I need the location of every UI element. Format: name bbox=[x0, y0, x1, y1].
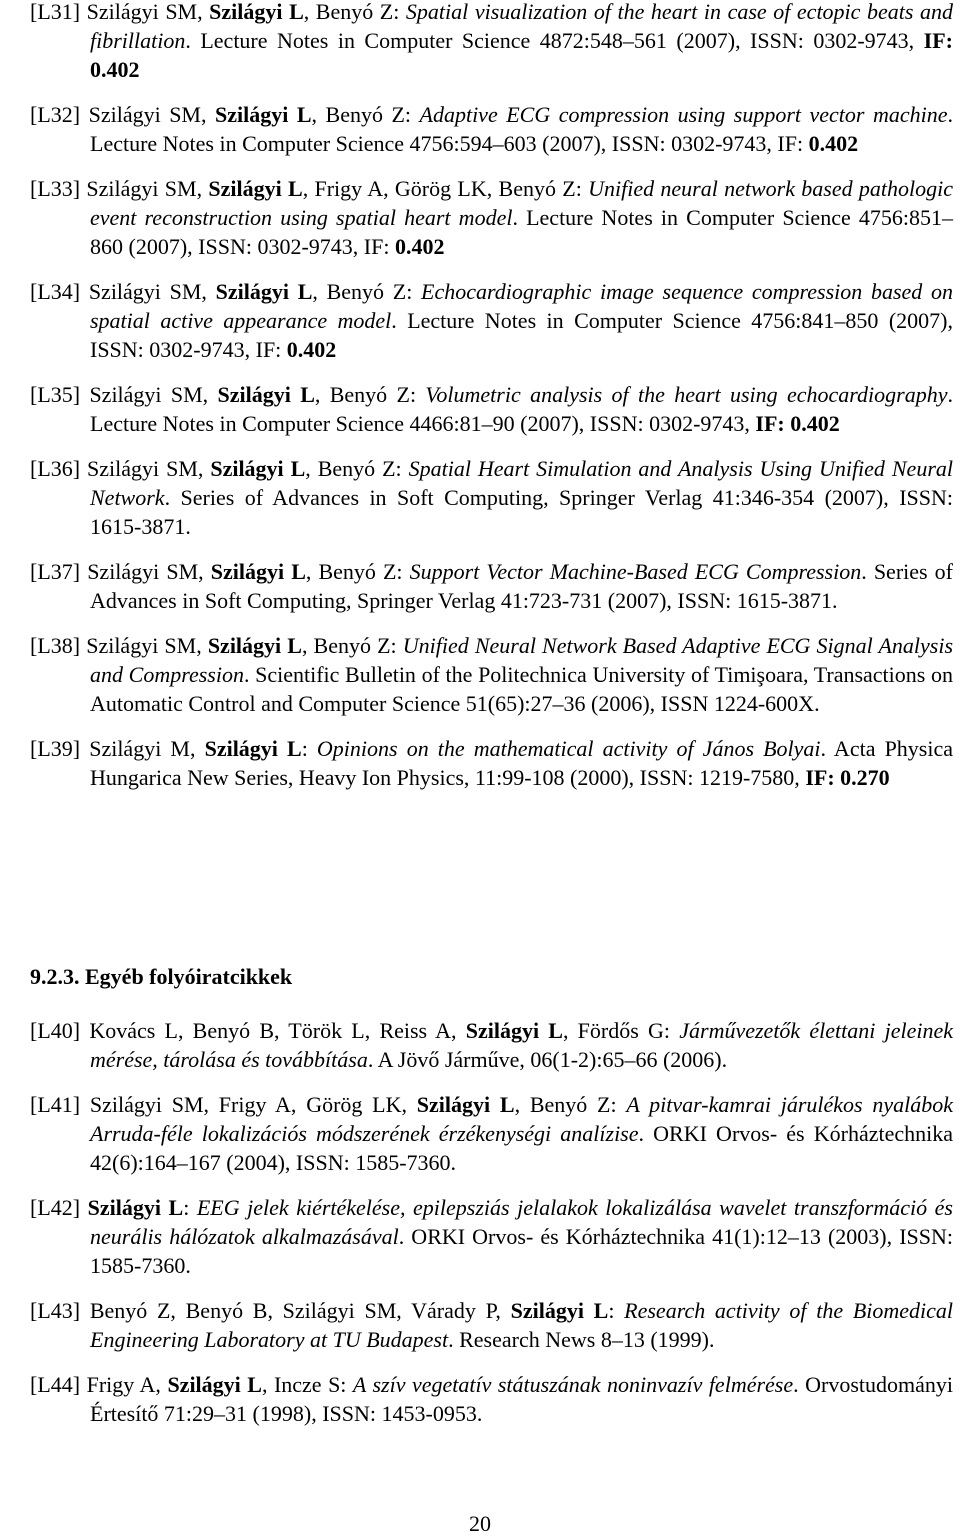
reference-author-highlight: Szilágyi L bbox=[208, 176, 303, 201]
reference-impact-factor: 0.402 bbox=[286, 337, 337, 362]
reference-authors-rest: , Benyó Z: bbox=[303, 0, 406, 24]
reference-author-highlight: Szilágyi L bbox=[217, 382, 315, 407]
reference-impact-factor: IF: 0.402 bbox=[755, 411, 840, 436]
reference-authors: Szilágyi SM, bbox=[86, 633, 208, 658]
reference-author-highlight: Szilágyi L bbox=[215, 102, 312, 127]
reference-authors: Szilágyi SM, bbox=[88, 102, 215, 127]
reference-id: [L43] bbox=[30, 1298, 81, 1323]
reference-authors-rest: , Benyó Z: bbox=[311, 102, 420, 127]
reference-authors: Szilágyi SM, bbox=[87, 559, 211, 584]
reference-venue: . Lecture Notes in Computer Science 4756:594–603 (2007), ISSN: 0302-9743, IF: bbox=[90, 102, 954, 156]
reference-title: Volumetric analysis of the heart using echocardiography bbox=[425, 382, 948, 407]
reference-authors-rest: , Benyó Z: bbox=[305, 559, 410, 584]
reference-id: [L41] bbox=[30, 1092, 81, 1117]
reference-title: A pitvar-kamrai járulékos nyalábok Arruda-féle lokalizációs módszerének érzékenységi analízise bbox=[90, 1092, 953, 1146]
reference-authors: Szilágyi SM, Frigy A, Görög LK, bbox=[89, 1092, 417, 1117]
reference-author-highlight: Szilágyi L bbox=[204, 736, 302, 761]
reference-entry bbox=[30, 277, 953, 364]
reference-entry bbox=[30, 1090, 953, 1177]
reference-entry bbox=[30, 1016, 953, 1074]
reference-impact-factor: IF: 0.402 bbox=[90, 28, 953, 82]
reference-authors-rest: , Benyó Z: bbox=[301, 633, 403, 658]
reference-entry bbox=[30, 0, 953, 84]
reference-venue: . ORKI Orvos- és Kórháztechnika 42(6):164–167 (2004), ISSN: 1585-7360. bbox=[90, 1121, 954, 1175]
reference-entry bbox=[30, 100, 953, 158]
reference-venue: . ORKI Orvos- és Kórháztechnika 41(1):12–13 (2003), ISSN: 1585-7360. bbox=[90, 1224, 953, 1278]
reference-id: [L33] bbox=[30, 176, 81, 201]
reference-venue: . Lecture Notes in Computer Science 4756:851–860 (2007), ISSN: 0302-9743, IF: bbox=[90, 205, 953, 259]
reference-title: Unified neural network based pathologic event reconstruction using spatial heart model bbox=[90, 176, 954, 230]
reference-authors-rest: : bbox=[608, 1298, 625, 1323]
reference-venue: . A Jövő Járműve, 06(1-2):65–66 (2006). bbox=[367, 1047, 728, 1072]
reference-venue: . Research News 8–13 (1999). bbox=[448, 1327, 715, 1352]
reference-venue: . Orvostudományi Értesítő 71:29–31 (1998), ISSN: 1453-0953. bbox=[90, 1372, 953, 1426]
reference-id: [L44] bbox=[30, 1372, 81, 1397]
reference-title: Adaptive ECG compression using support vector machine bbox=[419, 102, 948, 127]
reference-venue: . Lecture Notes in Computer Science 4466:81–90 (2007), ISSN: 0302-9743, bbox=[90, 382, 953, 436]
reference-authors: Frigy A, bbox=[86, 1372, 168, 1397]
reference-impact-factor: IF: 0.270 bbox=[805, 765, 890, 790]
reference-entry bbox=[30, 380, 953, 438]
reference-id: [L39] bbox=[30, 736, 81, 761]
reference-author-highlight: Szilágyi L bbox=[167, 1372, 262, 1397]
reference-title: Spatial visualization of the heart in case of ectopic beats and fibrillation bbox=[90, 0, 953, 53]
reference-authors: Szilágyi SM, bbox=[86, 176, 209, 201]
reference-title: EEG jelek kiértékelése, epilepsziás jelalakok lokalizálása wavelet transzformáció és neurális hálózatok alkalmazásával bbox=[90, 1195, 953, 1249]
reference-entry bbox=[30, 174, 953, 261]
reference-authors-rest: : bbox=[301, 736, 317, 761]
reference-author-highlight: Szilágyi L bbox=[210, 559, 306, 584]
reference-entry bbox=[30, 631, 953, 718]
reference-venue: . Lecture Notes in Computer Science 4756:841–850 (2007), ISSN: 0302-9743, IF: bbox=[90, 308, 953, 362]
reference-authors-rest: : bbox=[183, 1195, 197, 1220]
reference-entry bbox=[30, 1370, 953, 1428]
reference-entry bbox=[30, 557, 953, 615]
reference-id: [L32] bbox=[30, 102, 81, 127]
reference-author-highlight: Szilágyi L bbox=[215, 279, 313, 304]
reference-id: [L31] bbox=[30, 0, 81, 24]
reference-title: Echocardiographic image sequence compression based on spatial active appearance model bbox=[90, 279, 954, 333]
reference-entry bbox=[30, 1296, 953, 1354]
reference-id: [L34] bbox=[30, 279, 81, 304]
reference-venue: . Series of Advances in Soft Computing, Springer Verlag 41:346-354 (2007), ISSN: 1615-3871. bbox=[90, 485, 953, 539]
reference-id: [L35] bbox=[30, 382, 81, 407]
reference-author-highlight: Szilágyi L bbox=[87, 1195, 184, 1220]
reference-venue: . Acta Physica Hungarica New Series, Heavy Ion Physics, 11:99-108 (2000), ISSN: 1219-7580, bbox=[90, 736, 954, 790]
reference-venue: . Series of Advances in Soft Computing, Springer Verlag 41:723-731 (2007), ISSN: 1615-3871. bbox=[90, 559, 954, 613]
reference-author-highlight: Szilágyi L bbox=[465, 1018, 563, 1043]
reference-impact-factor: 0.402 bbox=[394, 234, 445, 259]
reference-author-highlight: Szilágyi L bbox=[510, 1298, 609, 1323]
reference-title: Opinions on the mathematical activity of János Bolyai bbox=[316, 736, 821, 761]
reference-title: Járművezetők élettani jeleinek mérése, tárolása és továbbítása bbox=[90, 1018, 954, 1072]
reference-id: [L36] bbox=[30, 456, 81, 481]
reference-author-highlight: Szilágyi L bbox=[207, 633, 302, 658]
reference-authors-rest: , Incze S: bbox=[261, 1372, 353, 1397]
reference-entry bbox=[30, 454, 953, 541]
reference-title: Unified Neural Network Based Adaptive ECG Signal Analysis and Compression bbox=[90, 633, 954, 687]
page-number: 20 bbox=[469, 1511, 491, 1536]
reference-title: Support Vector Machine-Based ECG Compression bbox=[409, 559, 862, 584]
reference-venue: . Scientific Bulletin of the Politechnica University of Timişoara, Transactions on Automatic Control and Computer Science 51(65):27–36 (2006), ISSN 1224-600X. bbox=[90, 662, 953, 716]
reference-venue: . Lecture Notes in Computer Science 4872:548–561 (2007), ISSN: 0302-9743, bbox=[185, 28, 924, 53]
reference-authors: Szilágyi SM, bbox=[87, 456, 211, 481]
reference-authors-rest: , Benyó Z: bbox=[314, 382, 426, 407]
reference-title: A szív vegetatív státuszának noninvazív felmérése bbox=[352, 1372, 794, 1397]
reference-authors: Szilágyi M, bbox=[89, 736, 205, 761]
section-heading: 9.2.3. Egyéb folyóiratcikkek bbox=[30, 964, 293, 989]
reference-impact-factor: 0.402 bbox=[808, 131, 859, 156]
reference-id: [L38] bbox=[30, 633, 81, 658]
reference-author-highlight: Szilágyi L bbox=[416, 1092, 515, 1117]
reference-authors-rest: , Benyó Z: bbox=[514, 1092, 627, 1117]
reference-title: Spatial Heart Simulation and Analysis Using Unified Neural Network bbox=[90, 456, 953, 510]
reference-id: [L37] bbox=[30, 559, 81, 584]
reference-id: [L42] bbox=[30, 1195, 81, 1220]
reference-authors: Benyó Z, Benyó B, Szilágyi SM, Várady P, bbox=[89, 1298, 511, 1323]
reference-authors-rest: , Frigy A, Görög LK, Benyó Z: bbox=[302, 176, 589, 201]
reference-entry bbox=[30, 1193, 953, 1280]
reference-authors: Kovács L, Benyó B, Török L, Reiss A, bbox=[89, 1018, 466, 1043]
reference-title: Research activity of the Biomedical Engineering Laboratory at TU Budapest bbox=[90, 1298, 954, 1352]
reference-authors-rest: , Benyó Z: bbox=[312, 279, 422, 304]
reference-list-journal-articles bbox=[30, 0, 953, 808]
reference-list-other-articles bbox=[30, 1016, 953, 1444]
reference-author-highlight: Szilágyi L bbox=[209, 0, 304, 24]
reference-entry bbox=[30, 734, 953, 792]
reference-authors: Szilágyi SM, bbox=[86, 0, 210, 24]
reference-authors: Szilágyi SM, bbox=[89, 382, 218, 407]
reference-author-highlight: Szilágyi L bbox=[210, 456, 306, 481]
reference-authors: Szilágyi SM, bbox=[88, 279, 216, 304]
reference-authors-rest: , Benyó Z: bbox=[305, 456, 409, 481]
reference-id: [L40] bbox=[30, 1018, 81, 1043]
reference-authors-rest: , Fördős G: bbox=[562, 1018, 680, 1043]
